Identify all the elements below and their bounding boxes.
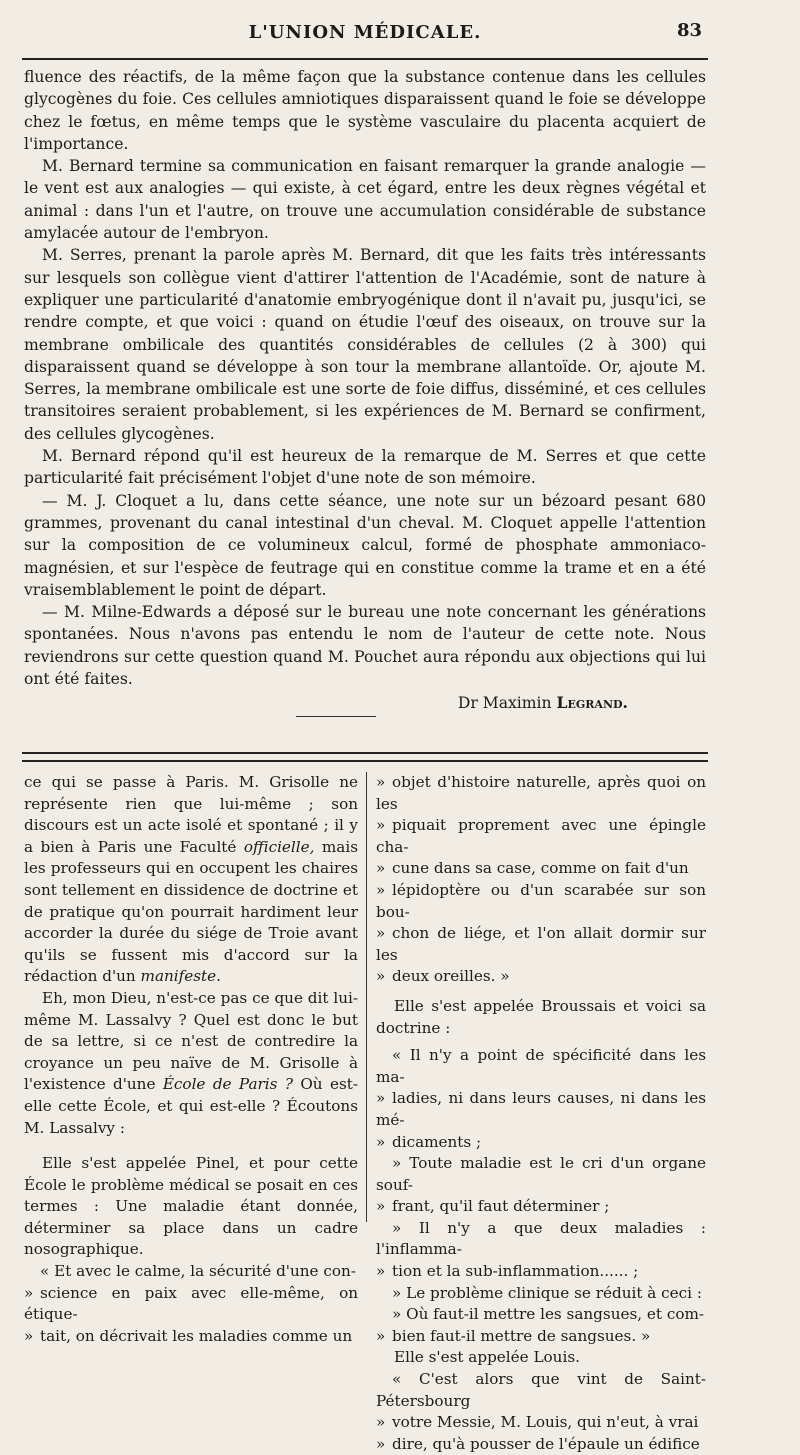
quote-line <box>376 1261 706 1283</box>
quote-text: piquait proprement avec une épingle cha- <box>376 816 706 856</box>
paragraph: Elle s'est appelée Louis. <box>394 1348 580 1367</box>
quote-text: chon de liége, et l'on allait dormir sur les <box>376 924 706 964</box>
quote-text: « Il n'y a point de spécificité dans les ma- <box>376 1046 706 1086</box>
quote-mark: » <box>376 1197 386 1216</box>
italic-run: École de Paris ? <box>162 1075 293 1094</box>
quote-text: deux oreilles. » <box>392 967 510 986</box>
quote-mark: » <box>24 1283 34 1302</box>
quote-text: bien faut-il mettre de sangsues. » <box>392 1326 651 1345</box>
paragraph <box>24 772 358 988</box>
quote-mark: » <box>376 859 386 878</box>
quote-text: » Toute maladie est le cri d'un organe souf- <box>376 1154 706 1194</box>
quote-text: » Le problème clinique se réduit à ceci : <box>392 1283 702 1302</box>
header-rule <box>22 58 708 60</box>
quote-mark: » <box>376 773 386 791</box>
signature <box>24 692 706 714</box>
quote-line <box>376 1326 706 1348</box>
quote-line <box>376 1088 706 1131</box>
quote-text: dire, qu'à pousser de l'épaule un édifice <box>392 1434 700 1453</box>
quote-line <box>376 1304 706 1326</box>
quote-text: frant, qu'il faut déterminer ; <box>392 1197 610 1216</box>
quote-line <box>376 880 706 923</box>
text-run: Où est-elle cette École, et qui est-elle ? Écoutons M. Lassalvy : <box>24 1075 359 1137</box>
quote-text: dicaments ; <box>392 1132 482 1151</box>
text-run: ce qui se passe à Paris. M. Grisolle ne représente rien que lui-même ; son discours est un acte isolé et spontané ; il y a bien à Paris une Faculté <box>24 773 358 856</box>
paragraph: M. Bernard répond qu'il est heureux de la remarque de M. Serres et que cette particularité fait précisément l'objet d'une note de son mémoire. <box>24 447 706 488</box>
quote-line <box>24 1283 358 1326</box>
quote-text: cune dans sa case, comme on fait d'un <box>392 859 689 878</box>
quoted-paragraph: Elle s'est appelée Pinel, et pour cette École le problème médical se posait en ces termes : Une maladie étant donnée, déterminer sa place dans un cadre nosographique. <box>24 1154 358 1259</box>
quote-mark: » <box>24 1326 34 1345</box>
quote-text: « C'est alors que vint de Saint-Pétersbourg <box>376 1370 706 1410</box>
quote-text: science en paix avec elle-même, on étique- <box>24 1283 358 1324</box>
signature-prefix: Dr Maximin <box>457 694 557 713</box>
quote-text: lépidoptère ou d'un scarabée sur son bou- <box>376 880 706 921</box>
upper-article <box>24 66 706 715</box>
page-number: 83 <box>676 20 702 41</box>
paragraph: fluence des réactifs, de la même façon que la substance contenue dans les cellules glycogènes du foie. Ces cellules amniotiques disparaissent quand le foie se développe chez le fœtus, en même temps que le système vasculaire du placenta acquiert de l'importance. <box>24 68 706 153</box>
quote-mark: » <box>376 880 386 899</box>
quote-text: tait, on décrivait les maladies comme un <box>40 1326 353 1345</box>
quote-mark: » <box>376 1413 386 1432</box>
quote-text: » Il n'y a que deux maladies : l'inflamma- <box>376 1218 706 1259</box>
quote-mark: » <box>376 1132 386 1151</box>
paragraph <box>24 988 358 1139</box>
text-run: mais les professeurs qui en occupent les chaires sont tellement en dissidence de doctrine et de pratique qu'on pourrait hardiment leur accorder la durée du siége de Troie avant qu'ils se fussent mis d'accord sur la rédaction d'un <box>24 837 358 986</box>
section-separator <box>296 716 376 717</box>
quote-line <box>376 858 706 880</box>
quote-mark: » <box>376 1326 386 1345</box>
running-header <box>22 18 708 48</box>
quote-line <box>24 1261 358 1283</box>
quote-mark: » <box>376 924 386 943</box>
italic-run: officielle, <box>243 837 315 856</box>
journal-title: L'UNION MÉDICALE. <box>248 22 482 43</box>
quote-text: ladies, ni dans leurs causes, ni dans les mé- <box>376 1089 706 1129</box>
quote-line <box>376 772 706 815</box>
column-divider <box>366 772 367 1222</box>
quote-mark: » <box>376 1089 386 1108</box>
quote-line <box>376 1218 706 1261</box>
text-run: Eh, mon Dieu, n'est-ce pas ce que dit lui-même M. Lassalvy ? Quel est donc le but de sa lettre, si ce n'est de contredire la croyance un peu naïve de M. Grisolle à l'existence d'une <box>24 988 358 1094</box>
quote-line <box>24 1326 358 1348</box>
paragraph: M. Bernard termine sa communication en faisant remarquer la grande analogie — le vent est aux analogies — qui existe, à cet égard, entre les deux règnes végétal et animal : dans l'un et l'autre, on trouve une accumulation considérable de substance amylacée autour de l'embryon. <box>24 157 706 243</box>
quote-line <box>376 923 706 966</box>
paragraph: M. Serres, prenant la parole après M. Bernard, dit que les faits très intéressants sur lesquels son collègue vient d'attirer l'attention de l'Académie, sont de nature à expliquer une particularité d'anatomie embryogénique dont il n'avait pu, jusqu'ici, se rendre compte, et que voici : quand on étudie l'œuf des oiseaux, on trouve sur la membrane ombilicale des quantités considérables de cellules (2 à 300) qui disparaissent quand se développe à son tour la membrane allantoïde. Or, ajoute M. Serres, la membrane ombilicale est une sorte de foie diffus, disséminé, et ces cellules transitoires seraient probablement, si les expériences de M. Bernard se confirment, des cellules glycogènes. <box>24 246 706 443</box>
quote-line <box>376 1196 706 1218</box>
paragraph: — M. J. Cloquet a lu, dans cette séance, une note sur un bézoard pesant 680 grammes, provenant du canal intestinal d'un cheval. M. Cloquet appelle l'attention sur la composition de ce volumineux calcul, formé de phosphate ammoniaco-magnésien, et sur l'espèce de feutrage qui en constitue comme la trame et en a été vraisemblablement le point de départ. <box>24 491 706 599</box>
quote-line <box>376 966 706 988</box>
quote-mark: » <box>376 1434 386 1453</box>
feuilleton-rule <box>22 752 708 762</box>
paragraph: — M. Milne-Edwards a déposé sur le bureau une note concernant les générations spontanées. Nous n'avons pas entendu le nom de l'auteur de cette note. Nous reviendrons sur cette question quand M. Pouchet aura répondu aux objections qui lui ont été faites. <box>24 603 706 689</box>
feuilleton-left-column <box>24 772 358 1347</box>
quote-line <box>376 1132 706 1154</box>
quote-line <box>376 1412 706 1434</box>
quote-line <box>376 1153 706 1196</box>
signature-name: Legrand. <box>556 693 628 713</box>
quote-mark: » <box>376 967 386 986</box>
quote-mark: » <box>376 816 386 835</box>
quote-line <box>376 1434 706 1455</box>
quote-line <box>376 1283 706 1305</box>
feuilleton-right-column <box>376 772 706 1455</box>
quote-text: » Où faut-il mettre les sangsues, et com- <box>392 1305 705 1324</box>
quote-text: votre Messie, M. Louis, qui n'eut, à vrai <box>392 1413 699 1432</box>
quote-line <box>376 815 706 858</box>
italic-run: manifeste. <box>140 967 221 986</box>
quote-line <box>376 1045 706 1088</box>
quote-text: tion et la sub-inflammation...... ; <box>392 1262 639 1281</box>
quote-mark: » <box>376 1262 386 1281</box>
quote-line <box>376 1369 706 1412</box>
quote-text: « Et avec le calme, la sécurité d'une con- <box>40 1262 356 1281</box>
quote-text: objet d'histoire naturelle, après quoi on les <box>376 773 706 813</box>
paragraph: Elle s'est appelée Broussais et voici sa doctrine : <box>376 996 706 1037</box>
